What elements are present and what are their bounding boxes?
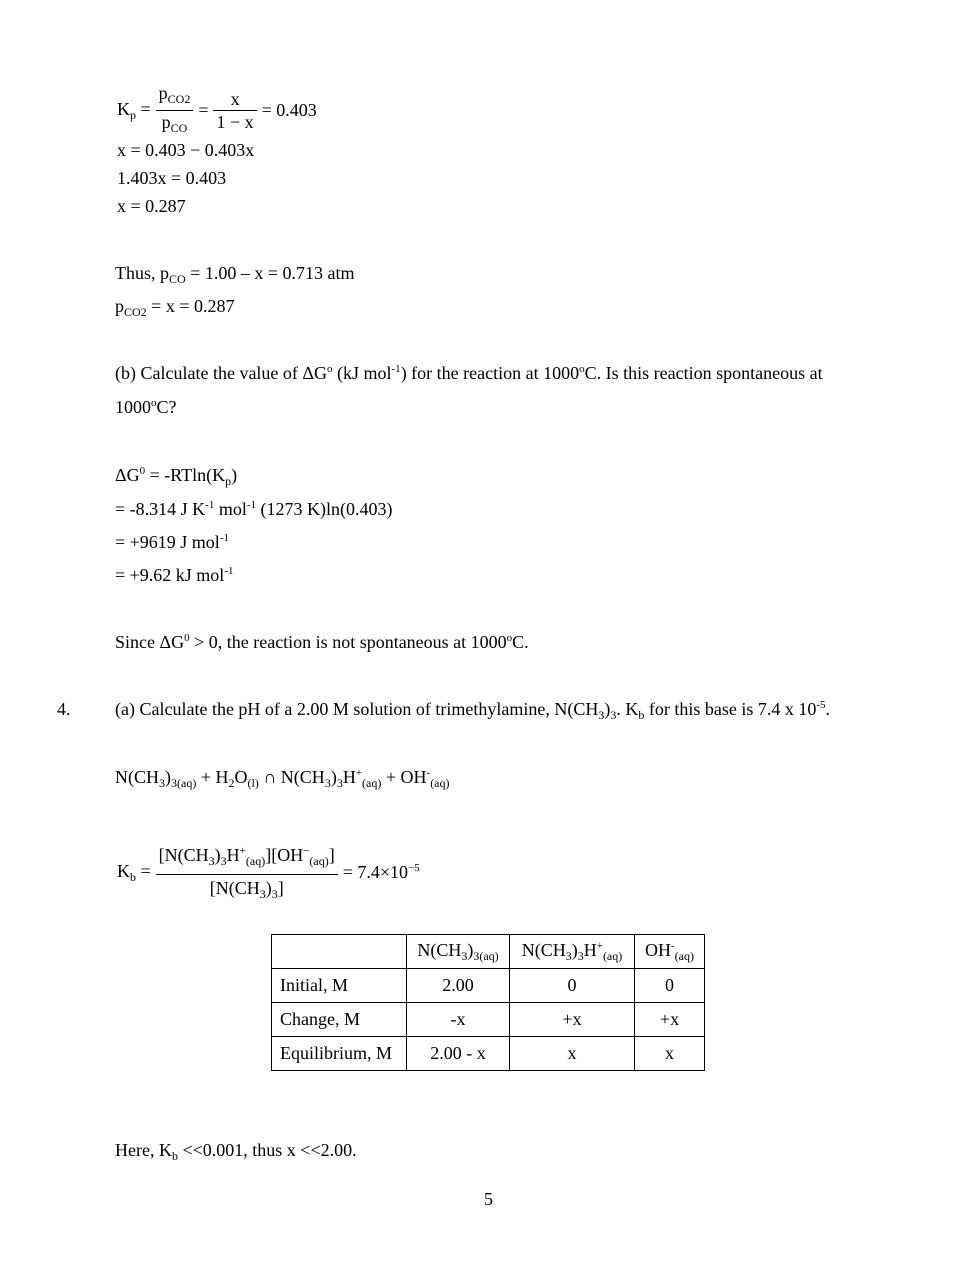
question-4a-text: (a) Calculate the pH of a 2.00 M solution of trimethylamine, $N(CH_3)_3$. $K_b$ for this base is 7.4 x $10^{-5}$. [115,699,831,722]
ice-cell: -x [407,1003,510,1037]
x-fraction: $\frac{x}{1 - x}$ [213,88,256,133]
ice-cell: 2.00 [407,969,510,1003]
part-b-question-line-1: (b) Calculate the value of $\Delta G^o$ (kJ mol$^{-1}$) for the reaction at 1000$^o$C. Is this reaction spontaneous at [115,363,823,383]
kp-result: = 0.403 [261,100,317,120]
dg-line-1: $\Delta G^0 = -RTln(K_p)$ [115,465,238,488]
ice-header-conjugate-acid: $N(CH_3)_3H^+_{(aq)}$ [510,935,635,969]
dg-line-3: = +9619 J mol$^{-1}$ [115,532,229,552]
ice-corner-cell [272,935,407,969]
ice-cell: +x [635,1003,705,1037]
ice-header-hydroxide: $OH^-_{(aq)}$ [635,935,705,969]
ice-cell: 0 [635,969,705,1003]
ice-row-equilibrium [272,1037,705,1071]
ice-row-initial [272,969,705,1003]
since-statement: Since $\Delta G^0 > 0$, the reaction is not spontaneous at 1000$^o$C. [115,632,529,652]
thus-line-pco: Thus, $p_{CO} = 1.00 - x = 0.713$ atm [115,263,355,286]
ice-row-label: Equilibrium, M [272,1037,407,1071]
ice-row-label: Initial, M [272,969,407,1003]
ice-cell: 0 [510,969,635,1003]
kp-step-3: x = 0.287 [117,196,186,216]
kb-result: = $7.4\times 10^{-5}$ [342,862,420,882]
kb-fraction: $\frac{[N(CH_3)_3H^+_{(aq)}][OH^-_{(aq)}]}{[N(CH_3)_3]}$ [156,838,338,907]
thus-line-pco2: $p_{CO2} = x = 0.287$ [115,296,235,319]
ice-header-base: $N(CH_3)_{3(aq)}$ [407,935,510,969]
ice-cell: x [635,1037,705,1071]
kp-equation: $K_p$ = $\frac{p_{CO2}}{p_{CO}}$ = $\frac{x}{1 - x}$ = 0.403 [117,82,317,139]
kp-step-2: 1.403x = 0.403 [117,168,227,188]
ice-header-row [272,935,705,969]
ice-row-label: Change, M [272,1003,407,1037]
page-number: 5 [484,1189,493,1209]
ice-cell: x [510,1037,635,1071]
reaction-equation: $N(CH_3)_{3(aq)} + H_2O_{(l)}$ ∩ $N(CH_3)_3H^+_{(aq)} + OH^-_{(aq)}$ [115,767,450,790]
kb-equation [117,838,420,907]
question-number: 4. [57,699,71,719]
ice-cell: +x [510,1003,635,1037]
part-b-question-line-2: 1000$^o$C? [115,397,177,417]
kb-lhs: $K_b$ = [117,860,151,884]
pressure-fraction: $\frac{p_{CO2}}{p_{CO}}$ [156,82,194,139]
ice-row-change [272,1003,705,1037]
kp-lhs: $K_p$ = [117,98,151,122]
approximation-statement: Here, $K_b <<0.001$, thus x <<2.00. [115,1140,357,1163]
kp-step-1: x = 0.403 − 0.403x [117,140,255,160]
dg-line-4: = +9.62 kJ mol$^{-1}$ [115,565,234,585]
ice-table [271,934,705,1071]
dg-line-2: = -8.314 J $K^{-1}$ mol$^{-1}$ (1273 K)ln(0.403) [115,499,393,519]
ice-cell: 2.00 - x [407,1037,510,1071]
